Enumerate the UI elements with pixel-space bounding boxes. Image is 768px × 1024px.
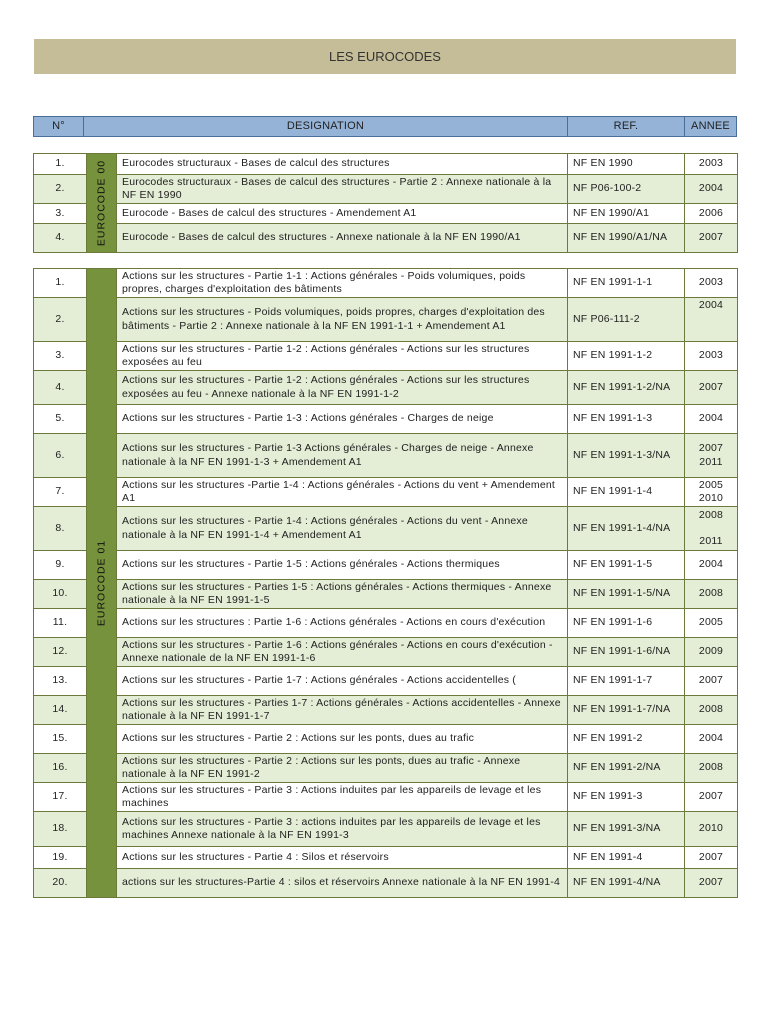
header-ref: REF. xyxy=(568,117,685,137)
table-row xyxy=(34,869,738,898)
table-row xyxy=(34,434,738,478)
table-row xyxy=(34,638,738,667)
reference-cell: NF EN 1991-1-1 xyxy=(568,269,685,298)
row-number: 15. xyxy=(34,725,87,754)
designation-cell: Actions sur les structures - Partie 1-4 : Actions générales - Actions du vent - Annexe nationale à la NF EN 1991-1-4 + Amendement A1 xyxy=(117,507,568,551)
table-row xyxy=(34,224,738,253)
table-row xyxy=(34,580,738,609)
table-row xyxy=(34,609,738,638)
year-cell: 2004 xyxy=(685,298,738,342)
year-lines xyxy=(688,479,734,506)
table-row xyxy=(34,298,738,342)
designation-cell: Actions sur les structures - Partie 1-1 : Actions générales - Poids volumiques, poids propres, charges d'exploitation des bâtiments xyxy=(117,269,568,298)
year-cell: 2003 xyxy=(685,154,738,175)
designation-cell: Eurocodes structuraux - Bases de calcul des structures xyxy=(117,154,568,175)
designation-cell: Actions sur les structures - Partie 2 : Actions sur les ponts, dues au trafic - Annexe nationale à la NF EN 1991-2 xyxy=(117,754,568,783)
eurocode-01-table xyxy=(33,268,738,898)
group-label-text: EUROCODE 01 xyxy=(94,539,107,627)
table-row xyxy=(34,783,738,812)
row-number: 10. xyxy=(34,580,87,609)
year-cell: 2008 xyxy=(685,580,738,609)
table-row xyxy=(34,507,738,551)
table-row xyxy=(34,204,738,224)
eurocode-group-label xyxy=(87,154,117,253)
designation-cell: Actions sur les structures - Partie 1-3 Actions générales - Charges de neige - Annexe nationale à la NF EN 1991-1-3 + Amendement A1 xyxy=(117,434,568,478)
year-cell: 2007 xyxy=(685,371,738,405)
header-annee: ANNEE xyxy=(685,117,737,137)
year-lines xyxy=(688,509,734,549)
reference-cell: NF EN 1990/A1 xyxy=(568,204,685,224)
designation-cell: Eurocodes structuraux - Bases de calcul des structures - Partie 2 : Annexe nationale à la NF EN 1990 xyxy=(117,175,568,204)
reference-cell: NF EN 1990/A1/NA xyxy=(568,224,685,253)
row-number: 19. xyxy=(34,847,87,869)
year-cell xyxy=(685,507,738,551)
designation-cell: Actions sur les structures - Partie 3 : actions induites par les appareils de levage et les machines Annexe nationale à la NF EN 1991-3 xyxy=(117,812,568,847)
year-cell: 2007 xyxy=(685,847,738,869)
table-row xyxy=(34,154,738,175)
row-number: 18. xyxy=(34,812,87,847)
row-number: 1. xyxy=(34,269,87,298)
designation-cell: Actions sur les structures : Partie 1-6 : Actions générales - Actions en cours d'exécution xyxy=(117,609,568,638)
row-number: 16. xyxy=(34,754,87,783)
year-value: 2005 xyxy=(698,478,724,491)
reference-cell: NF EN 1991-1-3 xyxy=(568,405,685,434)
row-number: 13. xyxy=(34,667,87,696)
designation-cell: Actions sur les structures - Partie 1-6 : Actions générales - Actions en cours d'exécution - Annexe nationale de la NF EN 1991-1-6 xyxy=(117,638,568,667)
reference-cell: NF EN 1991-4/NA xyxy=(568,869,685,898)
reference-cell: NF EN 1990 xyxy=(568,154,685,175)
reference-cell: NF EN 1991-1-4/NA xyxy=(568,507,685,551)
reference-cell: NF EN 1991-1-7/NA xyxy=(568,696,685,725)
reference-cell: NF EN 1991-1-5 xyxy=(568,551,685,580)
table-row xyxy=(34,342,738,371)
reference-cell: NF EN 1991-1-4 xyxy=(568,478,685,507)
header-designation: DESIGNATION xyxy=(84,117,568,137)
designation-cell: Actions sur les structures - Partie 1-2 : Actions générales - Actions sur les structures exposées au feu xyxy=(117,342,568,371)
row-number: 7. xyxy=(34,478,87,507)
year-cell xyxy=(685,478,738,507)
row-number: 4. xyxy=(34,371,87,405)
row-number: 8. xyxy=(34,507,87,551)
header-num: N° xyxy=(34,117,84,137)
year-cell: 2003 xyxy=(685,269,738,298)
eurocode-group-label xyxy=(87,269,117,898)
reference-cell: NF EN 1991-1-7 xyxy=(568,667,685,696)
row-number: 14. xyxy=(34,696,87,725)
reference-cell: NF EN 1991-1-2/NA xyxy=(568,371,685,405)
table-row xyxy=(34,847,738,869)
eurocode-00-table xyxy=(33,153,738,253)
year-value-2: 2010 xyxy=(698,492,724,504)
table-row xyxy=(34,478,738,507)
table-row xyxy=(34,725,738,754)
year-value-2: 2011 xyxy=(699,455,723,468)
table-row xyxy=(34,269,738,298)
year-cell: 2007 xyxy=(685,667,738,696)
year-cell: 2003 xyxy=(685,342,738,371)
designation-cell: Actions sur les structures - Partie 3 : Actions induites par les appareils de levage et les machines xyxy=(117,783,568,812)
table-row xyxy=(34,812,738,847)
table-row xyxy=(34,551,738,580)
table-row xyxy=(34,754,738,783)
designation-cell: Actions sur les structures - Poids volumiques, poids propres, charges d'exploitation des bâtiments - Partie 2 : Annexe nationale à la NF EN 1991-1-1 + Amendement A1 xyxy=(117,298,568,342)
year-cell: 2006 xyxy=(685,204,738,224)
year-cell: 2007 xyxy=(685,869,738,898)
year-cell: 2004 xyxy=(685,405,738,434)
year-value: 2008 xyxy=(698,508,724,521)
year-lines xyxy=(688,442,734,469)
year-cell: 2004 xyxy=(685,551,738,580)
year-cell: 2009 xyxy=(685,638,738,667)
year-cell: 2010 xyxy=(685,812,738,847)
designation-cell: Actions sur les structures - Partie 4 : Silos et réservoirs xyxy=(117,847,568,869)
reference-cell: NF P06-111-2 xyxy=(568,298,685,342)
year-value: 2007 xyxy=(698,442,724,454)
reference-cell: NF EN 1991-3/NA xyxy=(568,812,685,847)
designation-cell: Actions sur les structures - Partie 1-7 : Actions générales - Actions accidentelles ( xyxy=(117,667,568,696)
row-number: 3. xyxy=(34,342,87,371)
row-number: 20. xyxy=(34,869,87,898)
reference-cell: NF EN 1991-2/NA xyxy=(568,754,685,783)
row-number: 9. xyxy=(34,551,87,580)
row-number: 6. xyxy=(34,434,87,478)
table-header xyxy=(33,116,737,137)
row-number: 3. xyxy=(34,204,87,224)
table-row xyxy=(34,696,738,725)
row-number: 2. xyxy=(34,175,87,204)
designation-cell: Actions sur les structures - Partie 1-3 : Actions générales - Charges de neige xyxy=(117,405,568,434)
group-label-text: EUROCODE 00 xyxy=(94,159,107,247)
year-cell xyxy=(685,434,738,478)
designation-cell: Eurocode - Bases de calcul des structures - Amendement A1 xyxy=(117,204,568,224)
year-cell: 2007 xyxy=(685,783,738,812)
table-row xyxy=(34,667,738,696)
reference-cell: NF P06-100-2 xyxy=(568,175,685,204)
table-row xyxy=(34,371,738,405)
reference-cell: NF EN 1991-1-5/NA xyxy=(568,580,685,609)
year-cell: 2008 xyxy=(685,754,738,783)
row-number: 1. xyxy=(34,154,87,175)
reference-cell: NF EN 1991-1-3/NA xyxy=(568,434,685,478)
designation-cell: Actions sur les structures - Partie 1-2 : Actions générales - Actions sur les structures exposées au feu - Annexe nationale à la NF EN 1991-1-2 xyxy=(117,371,568,405)
reference-cell: NF EN 1991-2 xyxy=(568,725,685,754)
designation-cell: Actions sur les structures - Partie 1-5 : Actions générales - Actions thermiques xyxy=(117,551,568,580)
row-number: 5. xyxy=(34,405,87,434)
row-number: 12. xyxy=(34,638,87,667)
year-value-2: 2011 xyxy=(699,535,723,547)
reference-cell: NF EN 1991-1-6/NA xyxy=(568,638,685,667)
reference-cell: NF EN 1991-3 xyxy=(568,783,685,812)
year-cell: 2008 xyxy=(685,696,738,725)
reference-cell: NF EN 1991-4 xyxy=(568,847,685,869)
designation-cell: Actions sur les structures - Partie 2 : Actions sur les ponts, dues au trafic xyxy=(117,725,568,754)
reference-cell: NF EN 1991-1-6 xyxy=(568,609,685,638)
designation-cell: actions sur les structures-Partie 4 : silos et réservoirs Annexe nationale à la NF EN 1991-4 xyxy=(117,869,568,898)
row-number: 4. xyxy=(34,224,87,253)
year-cell: 2007 xyxy=(685,224,738,253)
row-number: 11. xyxy=(34,609,87,638)
designation-cell: Actions sur les structures - Parties 1-5 : Actions générales - Actions thermiques - Annexe nationale à la NF EN 1991-1-5 xyxy=(117,580,568,609)
reference-cell: NF EN 1991-1-2 xyxy=(568,342,685,371)
designation-cell: Eurocode - Bases de calcul des structures - Annexe nationale à la NF EN 1990/A1 xyxy=(117,224,568,253)
row-number: 17. xyxy=(34,783,87,812)
designation-cell: Actions sur les structures -Partie 1-4 : Actions générales - Actions du vent + Amendement A1 xyxy=(117,478,568,507)
table-row xyxy=(34,405,738,434)
year-cell: 2004 xyxy=(685,725,738,754)
row-number: 2. xyxy=(34,298,87,342)
page-title: LES EUROCODES xyxy=(34,39,736,74)
table-row xyxy=(34,175,738,204)
year-cell: 2004 xyxy=(685,175,738,204)
designation-cell: Actions sur les structures - Parties 1-7 : Actions générales - Actions accidentelles - Annexe nationale à la NF EN 1991-1-7 xyxy=(117,696,568,725)
year-cell: 2005 xyxy=(685,609,738,638)
